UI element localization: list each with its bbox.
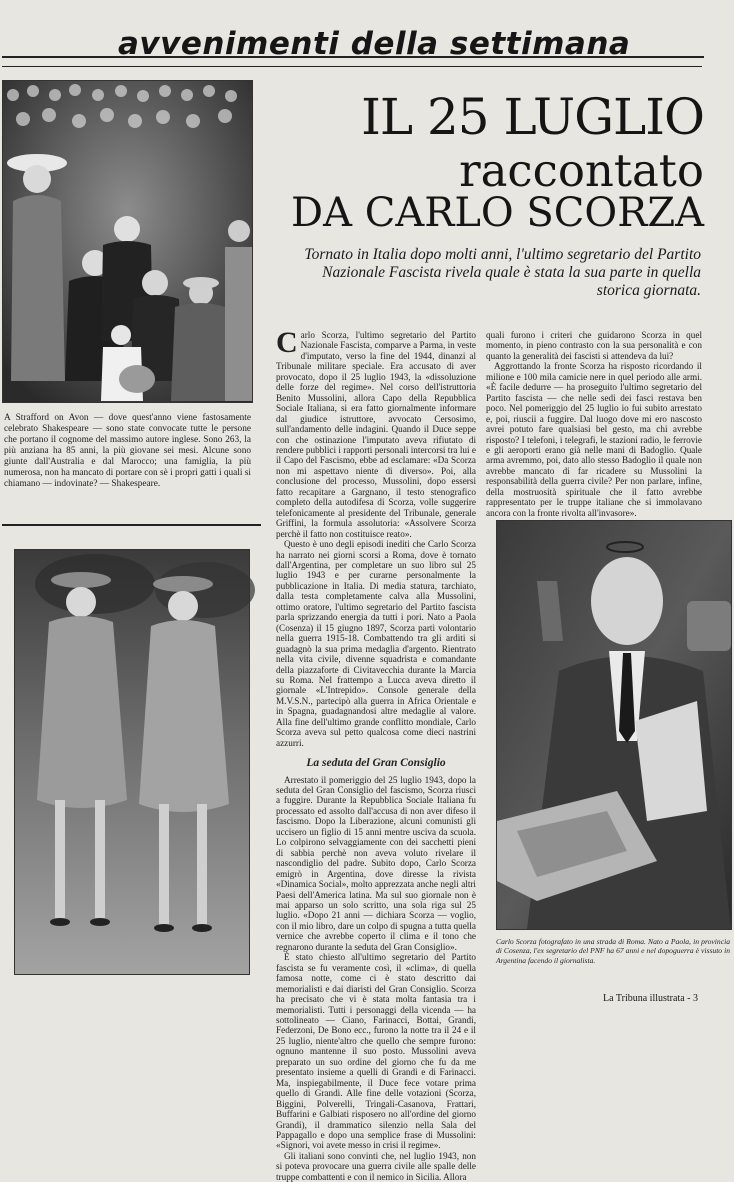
- article-paragraph: È stato chiesto all'ultimo segretario del Partito fascista se fu veramente così, il «clima», di quella famosa notte, come ci è stato descritto dai memorialisti e dai diaristi del Gran Consiglio. Scorza ha precisato che vi è stata molta fantasia tra i memorialisti. Tutti i personaggi della vicenda — ha sottolineato — Ciano, Farinacci, Bottai, Grandi, Federzoni, De Bono ecc., furono la notte tra il 24 e il 25 luglio, niente'altro che quello che sempre furono: ognuno mantenne il suo posto. Mussolini aveva preparato un suo ordine del giorno che fu da me presentato insieme a quelli di Grandi e di Farinacci. Ma, inspiegabilmente, il Duce fece votare prima quello di Grandi. Alle fine delle votazioni (Scorza, Biggini, Polverelli, Tringali-Casanova, Frattari, Buffarini e Galbiati risposero no all'ordine del giorno Grandi), il drammatico silenzio nella Sala del Pappagallo e dopo una semplice frase di Mussolini: «Signori, voi avete messo in crisi il regime».: [276, 952, 476, 1151]
- page-footer: La Tribuna illustrata - 3: [603, 993, 698, 1004]
- header-rule: [2, 66, 702, 67]
- article-column-1: [276, 326, 476, 1182]
- headline-line-1: IL 25 LUGLIO: [361, 88, 704, 146]
- headline-line-3: DA CARLO SCORZA: [291, 190, 704, 236]
- drop-cap: C: [276, 326, 298, 359]
- article-paragraph: Gli italiani sono convinti che, nel luglio 1943, non si poteva provocare una guerra civile alle spalle delle truppe combattenti e con il nemico in Sicilia. Allora: [276, 1150, 476, 1182]
- two-women-photo: [14, 549, 250, 975]
- standfirst: Tornato in Italia dopo molti anni, l'ultimo segretario del Partito Nazionale Fascista rivela quale è stata la sua parte in quella storica giornata.: [304, 246, 701, 299]
- headline-line-2: raccontato: [459, 144, 704, 197]
- left-divider: [2, 524, 261, 526]
- section-header: avvenimenti della settimana: [118, 26, 631, 62]
- article-paragraph: quali furono i criteri che guidarono Scorza in quel momento, in pieno contrasto con la sua personalità e con quanto la generalità dei fascisti si attendeva da lui?: [486, 330, 702, 361]
- article-column-2: [486, 330, 702, 520]
- article-subheading: La seduta del Gran Consiglio: [306, 757, 446, 770]
- article-paragraph: Questo è uno degli episodi inediti che Carlo Scorza ha narrato nei giorni scorsi a Roma, dove è tornato dall'Argentina, per completare un suo libro sul 25 luglio 1943 e per curarne personalmente la pubblicazione in Italia. Di media statura, tarchiato, dalla testa completamente calva alla Mussolini, ottimo oratore, l'ultimo segretario del Partito fascista parla sprizzando energia da tutti i pori. Nato a Paola (Cosenza) il 15 giugno 1897, Scorza partì volontario nella guerra 1915-18. Combattendo tra gli arditi si guadagnò la sua prima medaglia d'argento. Rientrato nella vita civile, divenne squadrista e comandante della piazzaforte di Civitavecchia durante la Marcia su Roma. Nel frattempo a Lucca aveva diretto il giornale «L'Intrepido». Console generale della M.V.S.N., partecipò alla guerra in Africa Orientale e in Spagna, guadagnandosi altre medaglie al valore. Alla fine dell'ultimo grande conflitto mondiale, Carlo Scorza aveva sul petto qualcosa come dieci nastrini azzurri.: [276, 539, 476, 748]
- crowd-photo: [2, 80, 253, 403]
- article-paragraph: Arrestato il pomeriggio del 25 luglio 1943, dopo la seduta del Gran Consiglio del fascismo, Scorza riuscì a fuggire. Durante la Repubblica Sociale Italiana fu processato ed assolto dall'accusa di non aver difeso il fascismo. Dopo la Liberazione, alcuni comunisti gli uccisero un figlio di 15 anni mentre usciva da scuola. Lo colpirono selvaggiamente con dei sacchetti pieni di sabbia perchè non aveva voluto rivelare il nascondiglio del padre. Subito dopo, Carlo Scorza emigrò in Argentina, dove diresse la rivista «Dinamica Social», molto apprezzata anche negli altri Paesi dell'America latina. Ma sul suo giornale non è mai apparso un solo scritto, una sola riga sul 25 luglio. «Dopo 21 anni — dichiara Scorza — voglio, con il mio libro, dare un colpo di spugna a tutta quella vernice che avrebbe coperto il clima e il tono che regnarono durante la seduta del Gran Consiglio».: [276, 774, 476, 952]
- crowd-photo-caption: A Strafford on Avon — dove quest'anno viene fastosamente celebrato Shakespeare — sono state convocate tutte le persone che portano il cognome del massimo autore inglese. Sono 263, la più anziana ha 85 anni, la più giovane sei mesi. Alcune sono giunte dall'Australia e dal Marocco; una famiglia, la più numerosa, non ha mancato di portare con sè i propri gatti i quali si chiamano — indovinate? — Shakespeare.: [4, 413, 251, 489]
- scorza-photo: [496, 520, 732, 930]
- article-paragraph: arlo Scorza, l'ultimo segretario del Partito Nazionale Fascista, comparve a Parma, in veste d'imputato, verso la fine del 1944, dinanzi al Tribunale militare speciale. Era accusato di aver provocato, dopo il 25 luglio 1943, la «dissoluzione delle forze del regime». Nel corso dell'istruttoria Benito Mussolini, allora Capo della Repubblica Sociale Italiana, si era fatto giornalmente informare dal giudice istruttore, avvocato Cersosimo, sull'andamento delle indagini. Quando il Duce seppe con che ostinazione l'imputato aveva rifiutato di rendere pubblici i rapporti personali intercorsi tra lui e il Capo del Fascismo, ebbe ad esclamare: «Da Scorza non mi aspettavo niente di diverso». Poi, alla conclusione del processo, Mussolini, dopo essersi fatto recapitare a Gargnano, il testo stenografico completo della autodifesa di Scorza, volle suggerire telefonicamente al presidente del Tribunale, generale Griffini, la formula assolutoria: «Assolvere Scorza perchè il fatto non costituisce reato».: [276, 330, 476, 539]
- scorza-photo-caption: Carlo Scorza fotografato in una strada di Roma. Nato a Paola, in provincia di Cosenza, l'ex segretario del PNF ha 67 anni e nel dopoguerra è vissuto in Argentina facendo il giornalista.: [496, 937, 730, 965]
- article-paragraph: Aggrottando la fronte Scorza ha risposto ricordando il milione e 100 mila camicie nere in quel periodo alle armi. «È facile dedurre — ha proseguito l'ultimo segretario del Partito fascista — che nelle sedi dei fasci restava ben poco. Nel pomeriggio del 25 luglio io fui subito arrestato e, poi, riuscii a fuggire. Dal luogo dove mi ero nascosto avrei potuto fare qualsiasi bel gesto, ma chi avrebbe risposto? I telefoni, i telegrafi, le stazioni radio, le ferrovie e gli aeroporti erano già nelle mani di Badoglio. Quale arma avremmo, poi, dato allo stesso Badoglio il quale non avrebbe mancato di far ricadere su Mussolini la responsabilità della guerra civile? Per non parlare, infine, della mostruosità spirituale che il fatto avrebbe rappresentato per le truppe italiane che si immolavano ancora con la fronte rivolta all'invasore».: [486, 361, 702, 518]
